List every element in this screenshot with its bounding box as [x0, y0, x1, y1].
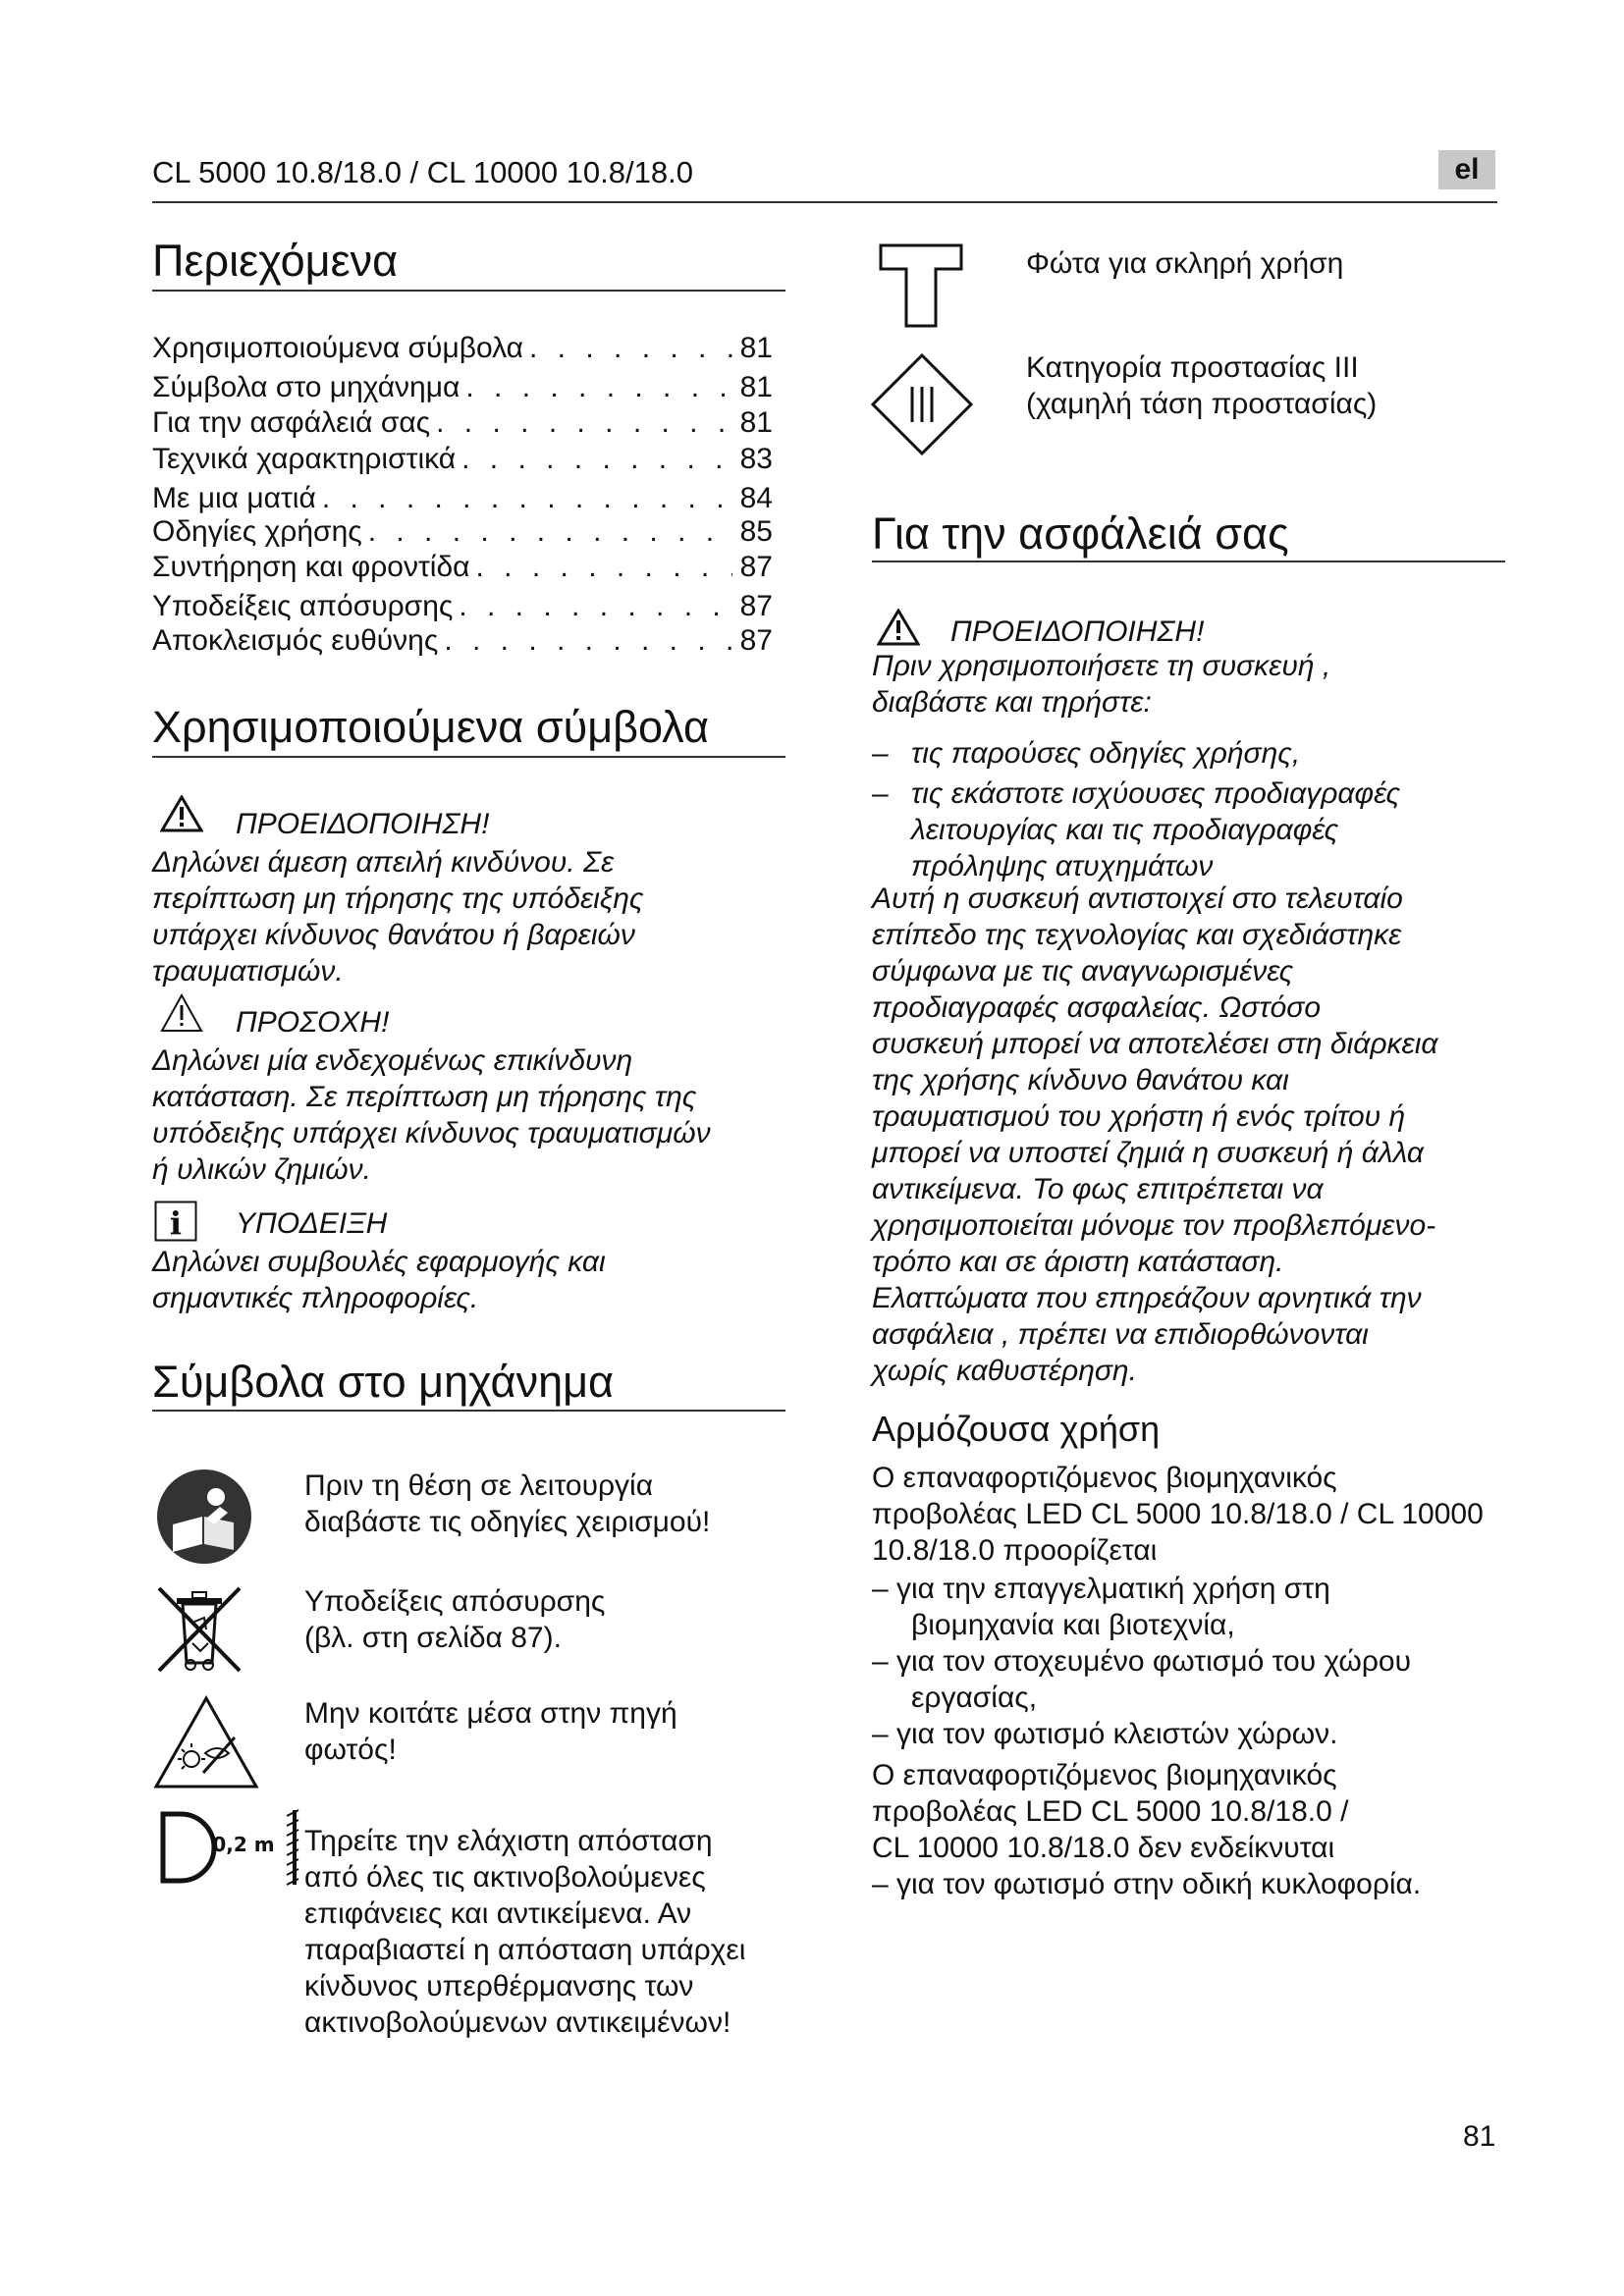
- toc-item[interactable]: Υποδείξεις απόσυρσης . . . 87: [152, 590, 773, 623]
- toc-item[interactable]: Σύμβολα στο μηχάνημα . . . 81: [152, 371, 773, 404]
- warning-title: ΠΡΟΕΙΔΟΠΟΙΗΣΗ!: [236, 808, 490, 840]
- min-distance-icon: [155, 1808, 302, 1887]
- toc-item[interactable]: Τεχνικά χαρακτηριστικά . . . 83: [152, 443, 773, 476]
- protection-class-text: Κατηγορία προστασίας III (χαμηλή τάση προστασίας): [1026, 351, 1378, 420]
- no-look-light-text: Μην κοιτάτε μέσα στην πηγή φωτός!: [304, 1697, 677, 1766]
- page-number: 81: [1463, 2120, 1496, 2153]
- svg-text:i: i: [169, 1204, 183, 1242]
- disposal-bin-icon: [155, 1582, 244, 1675]
- caution-text: Δηλώνει μία ενδεχομένως επικίνδυνη κατάσταση. Σε περίπτωση μη τήρησης της υπόδειξης υπάρχει κίνδυνος τραυματισμών ή υλικών ζημιών.: [152, 1044, 711, 1186]
- safety-bullet-dash: –: [872, 737, 889, 770]
- toc-item[interactable]: Αποκλεισμός ευθύνης . . . 87: [152, 624, 773, 658]
- protection-class-3-icon: [869, 351, 975, 457]
- read-manual-icon: [155, 1468, 253, 1566]
- safety-body: Αυτή η συσκευή αντιστοιχεί στο τελευταίο επίπεδο της τεχνολογίας και σχεδιάστηκε σύμφωνα με τις αναγνωρισμένες προδιαγραφές ασφαλείας. Ωστόσο συσκευή μπορεί να αποτελέσει στη διάρκεια της χρήσης κίνδυνο θανάτου και τραυματισμού του χρήστη ή ενός τρίτου ή μπορεί να υποστεί ζημιά η συσκευή ή άλλα αντικείμενα. Το φως επιτρέπεται να χρησιμοποιείται μόνομε τον προβλεπόμενο- τρόπο και σε άριστη κατάσταση. Ελαττώματα που επηρεάζουν αρνητικά την ασφάλεια , πρέπει να επιδιορθώνονται χωρίς καθυστέρηση.: [872, 882, 1438, 1387]
- toc-item[interactable]: Συντήρηση και φροντίδα . . . 87: [152, 551, 773, 584]
- distance-badge: 0,2 m: [212, 1833, 275, 1856]
- language-badge: el: [1438, 150, 1495, 189]
- warning-icon: [877, 609, 920, 646]
- note-text: Δηλώνει συμβουλές εφαρμογής και σημαντικές πληροφορίες.: [152, 1246, 606, 1314]
- caution-title: ΠΡΟΣΟΧΗ!: [236, 1006, 390, 1039]
- toc-item[interactable]: Οδηγίες χρήσης . . . 85: [152, 515, 773, 549]
- no-look-light-icon: [152, 1694, 260, 1792]
- min-distance-text: Τηρείτε την ελάχιστη απόσταση από όλες τις ακτινοβολούμενες επιφάνειες και αντικείμενα. Αν παραβιαστεί η απόσταση υπάρχει κίνδυνος υπερθέρμανσης των ακτινοβολούμενων αντικειμένων!: [304, 1825, 746, 2039]
- note-title: ΥΠΟΔΕΙΞΗ: [236, 1207, 388, 1240]
- intended-use-intro: Ο επαναφορτιζόμενος βιομηχανικός προβολέας LED CL 5000 10.8/18.0 / CL 10000 10.8/18.0 προορίζεται: [872, 1462, 1484, 1567]
- safety-intro: Πριν χρησιμοποιήσετε τη συσκευή , διαβάστε και τηρήστε:: [872, 650, 1331, 719]
- warning-icon: [160, 795, 203, 832]
- safety-warning-title: ΠΡΟΕΙΔΟΠΟΙΗΣΗ!: [950, 615, 1205, 648]
- read-manual-text: Πριν τη θέση σε λειτουργία διαβάστε τις οδηγίες χειρισμού!: [304, 1469, 711, 1538]
- header-rule: [152, 201, 1497, 203]
- safety-bullet-dash: –: [872, 777, 889, 810]
- rough-service-text: Φώτα για σκληρή χρήση: [1026, 247, 1344, 280]
- header-title: CL 5000 10.8/18.0 / CL 10000 10.8/18.0: [152, 155, 693, 189]
- safety-rule: [872, 561, 1505, 562]
- machine-symbols-heading: Σύμβολα στο μηχάνημα: [152, 1357, 615, 1407]
- symbols-used-rule: [152, 756, 785, 758]
- toc-heading: Περιεχόμενα: [152, 236, 399, 286]
- safety-heading: Για την ασφάλειά σας: [872, 508, 1289, 559]
- warning-text: Δηλώνει άμεση απειλή κινδύνου. Σε περίπτωση μη τήρησης της υπόδειξης υπάρχει κίνδυνος θανάτου ή βαρειών τραυματισμών.: [152, 846, 644, 988]
- intended-use-bullets: – για την επαγγελματική χρήση στη βιομηχανία και βιοτεχνία, – για τον στοχευμένο φωτισμό του χώρου εργασίας, – για τον φωτισμό κλειστών χώρων.: [872, 1573, 1411, 1750]
- rough-service-icon: [877, 241, 965, 330]
- toc-item[interactable]: Με μια ματιά . . . 84: [152, 482, 773, 515]
- toc-item[interactable]: Χρησιμοποιούμενα σύμβολα . . . 81: [152, 332, 773, 365]
- symbols-used-heading: Χρησιμοποιούμενα σύμβολα: [152, 702, 710, 752]
- info-icon: [154, 1201, 197, 1242]
- safety-bullet: τις εκάστοτε ισχύουσες προδιαγραφές λειτουργίας και τις προδιαγραφές πρόληψης ατυχημάτων: [911, 777, 1401, 882]
- toc-rule: [152, 290, 785, 292]
- intended-use-heading: Αρμόζουσα χρήση: [872, 1409, 1161, 1449]
- safety-bullet: τις παρούσες οδηγίες χρήσης,: [911, 737, 1301, 770]
- caution-icon: [160, 993, 203, 1033]
- disposal-text: Υποδείξεις απόσυρσης (βλ. στη σελίδα 87).: [304, 1585, 606, 1654]
- intended-use-outro: Ο επαναφορτιζόμενος βιομηχανικός προβολέας LED CL 5000 10.8/18.0 / CL 10000 10.8/18.0 δεν ενδείκνυται – για τον φωτισμό στην οδική κυκλοφορία.: [872, 1759, 1422, 1900]
- machine-symbols-rule: [152, 1410, 785, 1412]
- toc-item[interactable]: Για την ασφάλειά σας . . . 81: [152, 406, 773, 440]
